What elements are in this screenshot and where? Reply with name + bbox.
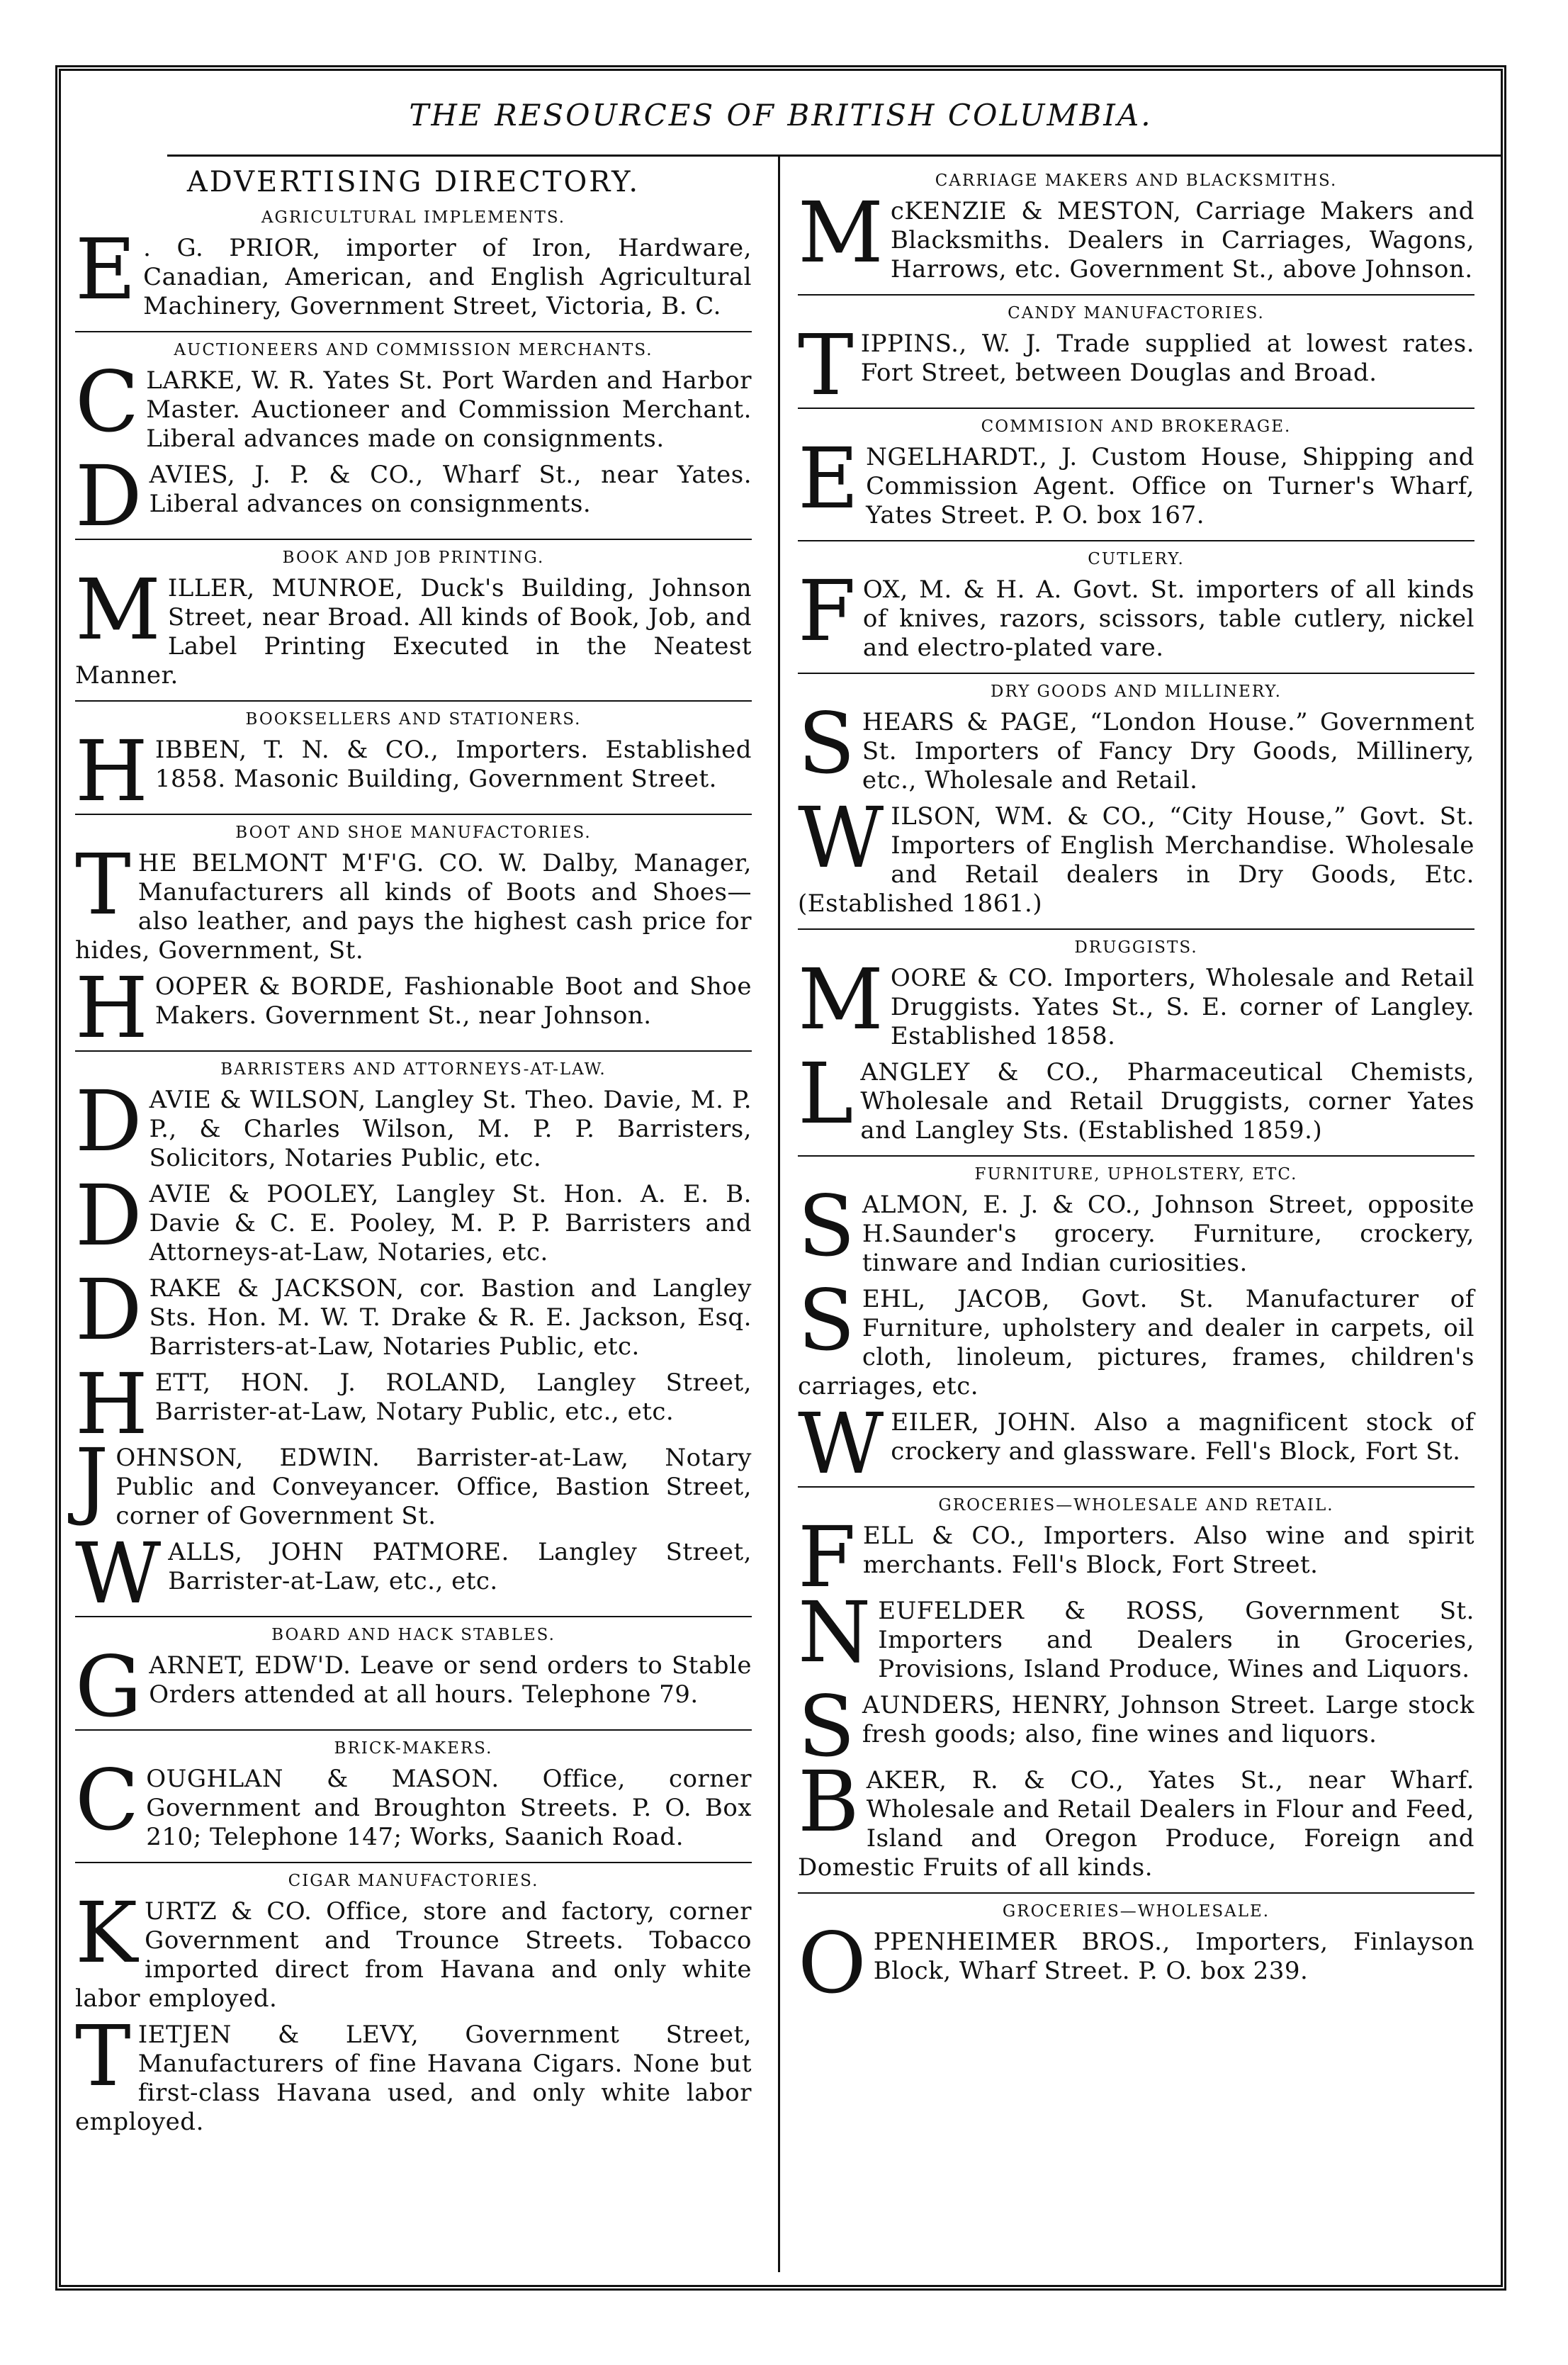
left-sections — [75, 208, 752, 2137]
directory-entry — [75, 722, 752, 820]
directory-entry — [798, 789, 1474, 919]
drop-cap-initial: E — [75, 220, 137, 318]
directory-entry — [75, 836, 752, 965]
directory-entry — [75, 2007, 752, 2137]
page-header: THE RESOURCES OF BRITISH COLUMBIA. — [409, 98, 1153, 133]
entry-text: PPENHEIMER BROS., Importers, Finlayson Block, Wharf Street. P. O. box 239. — [873, 1928, 1474, 1985]
entry-text: AVIES, J. P. & CO., Wharf St., near Yates. Liberal advances on consignments. — [149, 461, 752, 518]
entry-text: AVIE & POOLEY, Langley St. Hon. A. E. B. Davie & C. E. Pooley, M. P. P. Barristers and Attorneys-at-Law, Notaries, etc. — [149, 1180, 752, 1266]
directory-entry — [75, 1751, 752, 1852]
entry-text: . G. PRIOR, importer of Iron, Hardware, Canadian, American, and English Agricultural Machinery, Government Street, Victoria, B. C. — [143, 234, 752, 320]
category-heading: BRICK-MAKERS. — [75, 1729, 752, 1758]
entry-text: OX, M. & H. A. Govt. St. importers of all kinds of knives, razors, scissors, table cutlery, nickel and electro-plated vare. — [862, 575, 1474, 662]
category-heading: CIGAR MANUFACTORIES. — [75, 1862, 752, 1890]
entry-text: ILLER, MUNROE, Duck's Building, Johnson Street, near Broad. All kinds of Book, Job, and Label Printing Executed in the Neatest Manner. — [75, 574, 752, 690]
directory-entry — [798, 950, 1474, 1051]
right-sections — [798, 172, 1474, 2012]
drop-cap-initial: C — [75, 353, 140, 451]
drop-cap-initial: T — [75, 836, 131, 933]
directory-entry — [798, 1753, 1474, 1882]
directory-entry — [75, 353, 752, 454]
directory-entry — [798, 1271, 1474, 1401]
entry-text: OUGHLAN & MASON. Office, corner Government and Broughton Streets. P. O. Box 210; Telephone 147; Works, Saanich Road. — [146, 1765, 752, 1851]
entry-text: cKENZIE & MESTON, Carriage Makers and Blacksmiths. Dealers in Carriages, Wagons, Harrows, etc. Government St., above Johnson. — [890, 197, 1474, 283]
category-heading: CARRIAGE MAKERS AND BLACKSMITHS. — [935, 172, 1338, 190]
entry-text: EHL, JACOB, Govt. St. Manufacturer of Furniture, upholstery and dealer in carpets, oil cloth, linoleum, pictures, frames, children's carriages, etc. — [798, 1285, 1474, 1400]
drop-cap-initial: L — [798, 1045, 854, 1142]
drop-cap-initial: W — [798, 1395, 884, 1493]
entry-text: ALLS, JOHN PATMORE. Langley Street, Barrister-at-Law, etc., etc. — [168, 1538, 752, 1595]
category-heading: DRUGGISTS. — [798, 928, 1474, 957]
drop-cap-initial: D — [75, 1167, 142, 1264]
directory-entry — [798, 1177, 1474, 1278]
category-heading: FURNITURE, UPHOLSTERY, ETC. — [798, 1155, 1474, 1184]
directory-entry — [798, 562, 1474, 663]
directory-entry — [798, 1914, 1474, 2012]
entry-text: AKER, R. & CO., Yates St., near Wharf. Wholesale and Retail Dealers in Flour and Feed, Island and Oregon Produce, Foreign and Domestic Fruits of all kinds. — [798, 1766, 1474, 1882]
drop-cap-initial: H — [75, 1355, 148, 1453]
drop-cap-initial: B — [798, 1753, 859, 1850]
page-frame — [55, 65, 1506, 2291]
category-heading: BOOK AND JOB PRINTING. — [75, 539, 752, 567]
drop-cap-initial: G — [75, 1638, 142, 1736]
category-heading: CANDY MANUFACTORIES. — [798, 294, 1474, 322]
entry-text: OHNSON, EDWIN. Barrister-at-Law, Notary Public and Conveyancer. Office, Bastion Street, corner of Government St. — [115, 1444, 752, 1530]
directory-entry — [798, 184, 1474, 284]
drop-cap-initial: W — [75, 1524, 162, 1622]
entry-text: RAKE & JACKSON, cor. Bastion and Langley Sts. Hon. M. W. T. Drake & R. E. Jackson, Esq. Barristers-at-Law, Notaries Public, etc. — [149, 1274, 752, 1361]
directory-entry — [798, 429, 1474, 530]
entry-text: OOPER & BORDE, Fashionable Boot and Shoe Makers. Government St., near Johnson. — [154, 972, 752, 1030]
entry-text: HEARS & PAGE, “London House.” Government St. Importers of Fancy Dry Goods, Millinery, etc., Wholesale and Retail. — [862, 708, 1474, 794]
drop-cap-initial: S — [798, 1177, 855, 1275]
directory-entry — [798, 1395, 1474, 1493]
directory-entry — [798, 1583, 1474, 1684]
drop-cap-initial: T — [798, 316, 854, 414]
directory-entry — [798, 695, 1474, 795]
drop-cap-initial: O — [798, 1914, 867, 2012]
directory-entry — [75, 1430, 752, 1531]
left-column — [75, 162, 752, 2144]
directory-entry — [798, 1045, 1474, 1145]
drop-cap-initial: K — [75, 1884, 138, 1982]
directory-entry — [75, 561, 752, 690]
drop-cap-initial: C — [75, 1751, 140, 1849]
directory-entry — [798, 316, 1474, 414]
drop-cap-initial: S — [798, 695, 855, 792]
entry-text: ILSON, WM. & CO., “City House,” Govt. St. Importers of English Merchandise. Wholesale and Retail dealers in Dry Goods, Etc. (Established 1861.) — [798, 802, 1474, 918]
category-heading: AUCTIONEERS AND COMMISSION MERCHANTS. — [75, 331, 752, 359]
entry-text: ANGLEY & CO., Pharmaceutical Chemists, Wholesale and Retail Druggists, corner Yates and Langley Sts. (Established 1859.) — [860, 1058, 1474, 1145]
category-heading: AGRICULTURAL IMPLEMENTS. — [261, 208, 566, 227]
category-heading: GROCERIES—WHOLESALE. — [798, 1892, 1474, 1921]
drop-cap-initial: J — [75, 1430, 109, 1528]
entry-text: LARKE, W. R. Yates St. Port Warden and Harbor Master. Auctioneer and Commission Merchant. Liberal advances made on consignments. — [146, 366, 752, 453]
drop-cap-initial: H — [75, 722, 148, 820]
category-heading: BOOT AND SHOE MANUFACTORIES. — [75, 814, 752, 842]
entry-text: URTZ & CO. Office, store and factory, corner Government and Trounce Streets. Tobacco imported direct from Havana and only white labor employed. — [75, 1897, 752, 2013]
entry-text: NGELHARDT., J. Custom House, Shipping and Commission Agent. Office on Turner's Wharf, Yates Street. P. O. box 167. — [866, 443, 1474, 529]
entry-text: ELL & CO., Importers. Also wine and spirit merchants. Fell's Block, Fort Street. — [862, 1522, 1474, 1579]
drop-cap-initial: M — [75, 561, 161, 658]
directory-entry — [75, 1072, 752, 1173]
header-rule — [167, 155, 1501, 157]
category-heading: COMMISION AND BROKERAGE. — [798, 408, 1474, 436]
entry-text: EUFELDER & ROSS, Government St. Importers and Dealers in Groceries, Provisions, Island Produce, Wines and Liquors. — [878, 1597, 1474, 1683]
right-column — [798, 162, 1474, 2012]
entry-text: IPPINS., W. J. Trade supplied at lowest rates. Fort Street, between Douglas and Broad. — [860, 330, 1474, 387]
drop-cap-initial: D — [75, 1072, 142, 1170]
drop-cap-initial: F — [798, 1508, 856, 1606]
entry-text: EILER, JOHN. Also a magnificent stock of crockery and glassware. Fell's Block, Fort St. — [891, 1408, 1474, 1466]
entry-text: AVIE & WILSON, Langley St. Theo. Davie, M. P. P., & Charles Wilson, M. P. P. Barristers, Solicitors, Notaries Public, etc. — [149, 1086, 752, 1172]
category-heading: BOOKSELLERS AND STATIONERS. — [75, 700, 752, 729]
entry-text: ALMON, E. J. & CO., Johnson Street, opposite H.Saunder's grocery. Furniture, crockery, tinware and Indian curiosities. — [862, 1191, 1474, 1277]
entry-text: IBBEN, T. N. & CO., Importers. Established 1858. Masonic Building, Government Street. — [154, 736, 752, 793]
directory-entry — [75, 1524, 752, 1622]
category-heading: BARRISTERS AND ATTORNEYS-AT-LAW. — [75, 1050, 752, 1079]
drop-cap-initial: S — [798, 1678, 855, 1775]
entry-text: AUNDERS, HENRY, Johnson Street. Large stock fresh goods; also, fine wines and liquors. — [862, 1691, 1474, 1748]
category-heading: CUTLERY. — [798, 540, 1474, 568]
entry-text: ARNET, EDW'D. Leave or send orders to Stable Orders attended at all hours. Telephone 79. — [149, 1651, 752, 1709]
entry-text: OORE & CO. Importers, Wholesale and Retail Druggists. Yates St., S. E. corner of Langley. Established 1858. — [890, 964, 1474, 1050]
drop-cap-initial: N — [798, 1583, 872, 1681]
column-divider — [778, 156, 780, 2272]
entry-text: HE BELMONT M'F'G. CO. W. Dalby, Manager, Manufacturers all kinds of Boots and Shoes—also leather, and pays the highest cash price for hides, Government, St. — [75, 849, 752, 965]
drop-cap-initial: D — [75, 1261, 142, 1359]
drop-cap-initial: D — [75, 447, 142, 545]
entry-text: IETJEN & LEVY, Government Street, Manufacturers of fine Havana Cigars. None but first-class Havana used, and only white labor employed. — [75, 2021, 752, 2136]
drop-cap-initial: W — [798, 789, 884, 887]
directory-entry — [798, 1508, 1474, 1606]
directory-entry — [75, 447, 752, 545]
drop-cap-initial: M — [798, 184, 884, 281]
directory-entry — [75, 1884, 752, 2013]
directory-entry — [75, 220, 752, 321]
directory-entry — [75, 959, 752, 1057]
drop-cap-initial: S — [798, 1271, 855, 1369]
category-heading: DRY GOODS AND MILLINERY. — [798, 673, 1474, 701]
directory-entry — [75, 1355, 752, 1453]
drop-cap-initial: F — [798, 562, 856, 660]
directory-title: ADVERTISING DIRECTORY. — [186, 166, 641, 198]
category-heading: GROCERIES—WHOLESALE AND RETAIL. — [798, 1486, 1474, 1515]
directory-entry — [798, 1678, 1474, 1775]
directory-entry — [75, 1261, 752, 1361]
drop-cap-initial: E — [798, 429, 859, 527]
drop-cap-initial: T — [75, 2007, 131, 2105]
entry-text: ETT, HON. J. ROLAND, Langley Street, Barrister-at-Law, Notary Public, etc., etc. — [154, 1369, 752, 1426]
directory-entry — [75, 1167, 752, 1267]
category-heading: BOARD AND HACK STABLES. — [75, 1616, 752, 1644]
drop-cap-initial: H — [75, 959, 148, 1057]
directory-entry — [75, 1638, 752, 1736]
drop-cap-initial: M — [798, 950, 884, 1048]
